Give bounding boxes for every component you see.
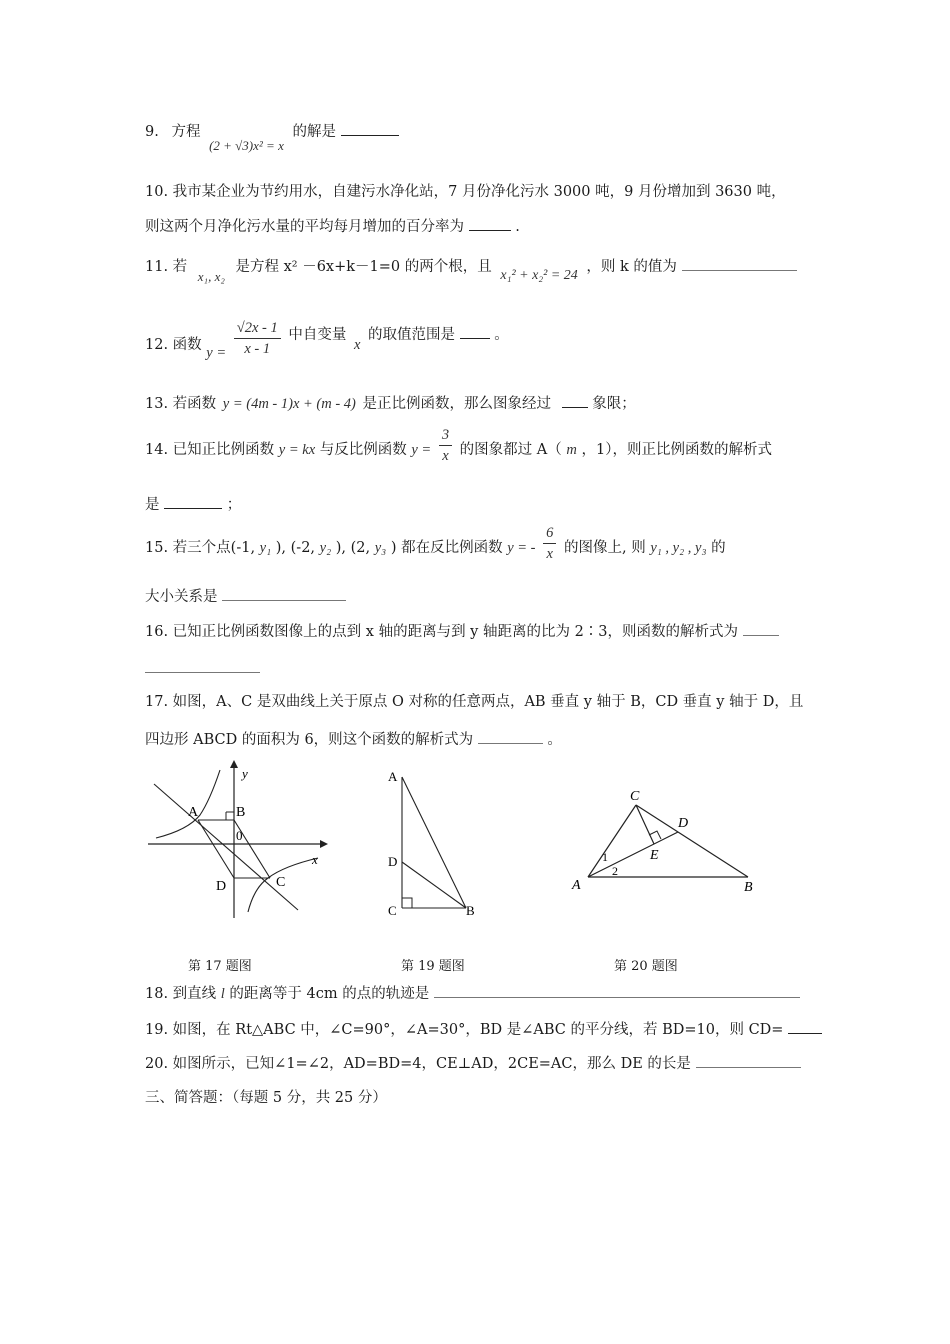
figure-20 (566, 785, 766, 895)
q15-y1: y₁ (259, 539, 272, 556)
section-3-title: 三、简答题：（每题 5 分，共 25 分） (145, 1090, 387, 1106)
q12-lhs: y = (206, 344, 227, 361)
q14-text: 14. 已知正比例函数 (145, 441, 275, 458)
q11-equation: x₁² + x₂² = 24 (500, 268, 578, 283)
fig17-label-x: x (312, 852, 318, 867)
question-14 (145, 425, 772, 466)
fig19-side-AB (402, 777, 466, 908)
q14-denominator: x (442, 448, 449, 464)
q14-end: ； (226, 497, 242, 513)
question-9 (145, 120, 399, 153)
fig17-label-A: A (188, 805, 199, 820)
fig20-label-A: A (572, 878, 581, 893)
q18-line-symbol: l (220, 986, 225, 1002)
q15-lhs: y = - (507, 539, 536, 556)
q18-text-2: 的距离等于 4cm 的点的轨迹是 (229, 986, 430, 1002)
question-10 (145, 215, 520, 236)
q12-numerator: √2x - 1 (234, 318, 281, 339)
q19-answer-blank[interactable] (788, 1019, 822, 1034)
q9-answer-blank[interactable] (341, 121, 399, 136)
q9-text-2: 的解是 (292, 124, 336, 140)
fig17-label-D: D (216, 879, 227, 894)
q14-line-2 (145, 493, 241, 514)
question-12 (145, 318, 509, 359)
q9-number: 9. (145, 124, 159, 140)
question-13 (145, 392, 636, 413)
q15-numerator: 6 (543, 523, 556, 544)
q15-line-2 (145, 585, 346, 606)
question-11 (145, 255, 797, 284)
q14-fraction (439, 425, 452, 466)
fig17-label-B: B (236, 805, 246, 820)
q14-text-3: 的图象都过 A（ (459, 441, 562, 458)
q12-text: 12. 函数 (145, 336, 202, 353)
q10-line-1: 10. 我市某企业为节约用水，自建污水净化站，7 月份净化污水 3000 吨，9 月份增加到 3630 吨， (145, 184, 786, 200)
question-16 (145, 620, 779, 641)
q15-list: y₁ , y₂ , y₃ (650, 539, 707, 556)
q11-text-3: ，则 k 的值为 (586, 259, 677, 275)
q10-answer-blank[interactable] (469, 216, 511, 231)
q15-line-2-text: 大小关系是 (145, 589, 218, 605)
q12-variable: x (353, 336, 361, 353)
q18-text: 18. 到直线 (145, 986, 217, 1002)
q11-text: 11. 若 (145, 259, 188, 275)
q15-text-6: 的 (711, 539, 726, 556)
q12-end: 。 (494, 326, 509, 343)
fig17-label-y: y (242, 766, 248, 781)
q16-answer-blank[interactable] (743, 621, 779, 636)
q14-direct-function: y = kx (278, 441, 316, 458)
q12-answer-blank[interactable] (460, 324, 490, 339)
q14-m: m (566, 441, 577, 458)
question-20 (145, 1052, 801, 1073)
fig17-label-O: 0 (236, 828, 243, 843)
q15-answer-blank[interactable] (222, 586, 346, 601)
fig20-angle-2: 2 (612, 864, 618, 878)
q20-text: 20. 如图所示，已知∠1=∠2，AD=BD=4，CE⊥AD，2CE=AC，那么 DE 的长是 (145, 1056, 691, 1072)
q11-roots: x₁, x₂ (197, 269, 225, 284)
fig19-label-B: B (466, 903, 475, 918)
fig19-label-C: C (388, 903, 397, 918)
q14-numerator: 3 (439, 425, 452, 446)
fig20-label-C: C (630, 789, 640, 804)
q12-text-3: 的取值范围是 (368, 326, 455, 343)
q15-fraction (543, 523, 556, 564)
q20-answer-blank[interactable] (696, 1053, 801, 1068)
q17-line-2: 四边形 ABCD 的面积为 6，则这个函数的解析式为 (145, 732, 474, 748)
q13-text-2: 是正比例函数，那么图象经过 (362, 396, 551, 412)
q15-text-4: ) 都在反比例函数 (390, 539, 503, 556)
q15-text-2: ), (-2, (275, 539, 316, 556)
q14-text-2: 与反比例函数 (319, 441, 407, 458)
q16-line-2 (145, 658, 260, 677)
fig17-x-arrow (320, 840, 328, 848)
q14-line-2-text: 是 (145, 497, 160, 513)
fig19-right-angle (402, 898, 412, 908)
fig19-label-D: D (388, 854, 398, 869)
q9-text: 方程 (171, 124, 201, 140)
q12-text-2: 中自变量 (288, 326, 347, 343)
q11-text-2: 是方程 x² －6x+k－1=0 的两个根，且 (235, 259, 492, 275)
q12-denominator: x - 1 (244, 341, 271, 357)
fig20-label-B: B (744, 880, 753, 895)
q15-denominator: x (546, 546, 553, 562)
q19-text: 19. 如图，在 Rt△ABC 中，∠C=90°，∠A=30°，BD 是∠ABC 的平分线，若 BD=10，则 CD= (145, 1022, 784, 1038)
q12-fraction (234, 318, 281, 359)
fig17-hyperbola-upper (156, 770, 220, 838)
question-18 (145, 982, 800, 1003)
fig20-label-D: D (678, 816, 689, 831)
q14-text-4: ，1），则正比例函数的解析式 (581, 441, 772, 458)
q10-line-2: 则这两个月净化污水量的平均每月增加的百分率为 (145, 219, 464, 235)
q17-answer-blank[interactable] (478, 729, 543, 744)
fig17-caption: 第 17 题图 (188, 959, 252, 974)
figure-19 (382, 765, 482, 920)
q17-line-1: 17. 如图，A、C 是双曲线上关于原点 O 对称的任意两点，AB 垂直 y 轴于 B，CD 垂直 y 轴于 D，且 (145, 694, 804, 710)
q15-text-5: 的图像上, 则 (563, 539, 646, 556)
q15-y3: y₃ (374, 539, 387, 556)
q13-answer-blank[interactable] (562, 393, 588, 408)
fig17-y-arrow (230, 760, 238, 768)
question-19 (145, 1018, 822, 1039)
q13-equation: y = (4m - 1)x + (m - 4) (222, 396, 356, 412)
question-15 (145, 523, 726, 564)
q16-text: 16. 已知正比例函数图像上的点到 x 轴的距离与到 y 轴距离的比为 2∶3，则函数的解析式为 (145, 624, 739, 640)
fig20-label-E: E (650, 848, 659, 863)
fig19-caption: 第 19 题图 (401, 959, 465, 974)
q13-text-3: 象限； (592, 396, 636, 412)
q17-end: 。 (547, 732, 562, 748)
fig20-angle-1: 1 (602, 850, 608, 864)
q15-text-3: ), (2, (335, 539, 371, 556)
fig20-caption: 第 20 题图 (614, 959, 678, 974)
fig19-label-A: A (388, 769, 398, 784)
question-17 (145, 728, 562, 749)
q15-text: 15. 若三个点(-1, (145, 539, 256, 556)
q10-end: . (515, 219, 520, 235)
q14-answer-blank[interactable] (164, 494, 222, 509)
q15-y2: y₂ (319, 539, 332, 556)
q16-answer-blank-cont[interactable] (145, 658, 260, 673)
q18-answer-blank[interactable] (434, 983, 800, 998)
q14-lhs: y = (411, 441, 432, 458)
fig17-label-C: C (276, 875, 286, 890)
q11-answer-blank[interactable] (682, 256, 797, 271)
q9-equation: (2 + √3)x² = x (209, 138, 284, 153)
figure-17 (148, 760, 328, 922)
q13-text: 13. 若函数 (145, 396, 217, 412)
